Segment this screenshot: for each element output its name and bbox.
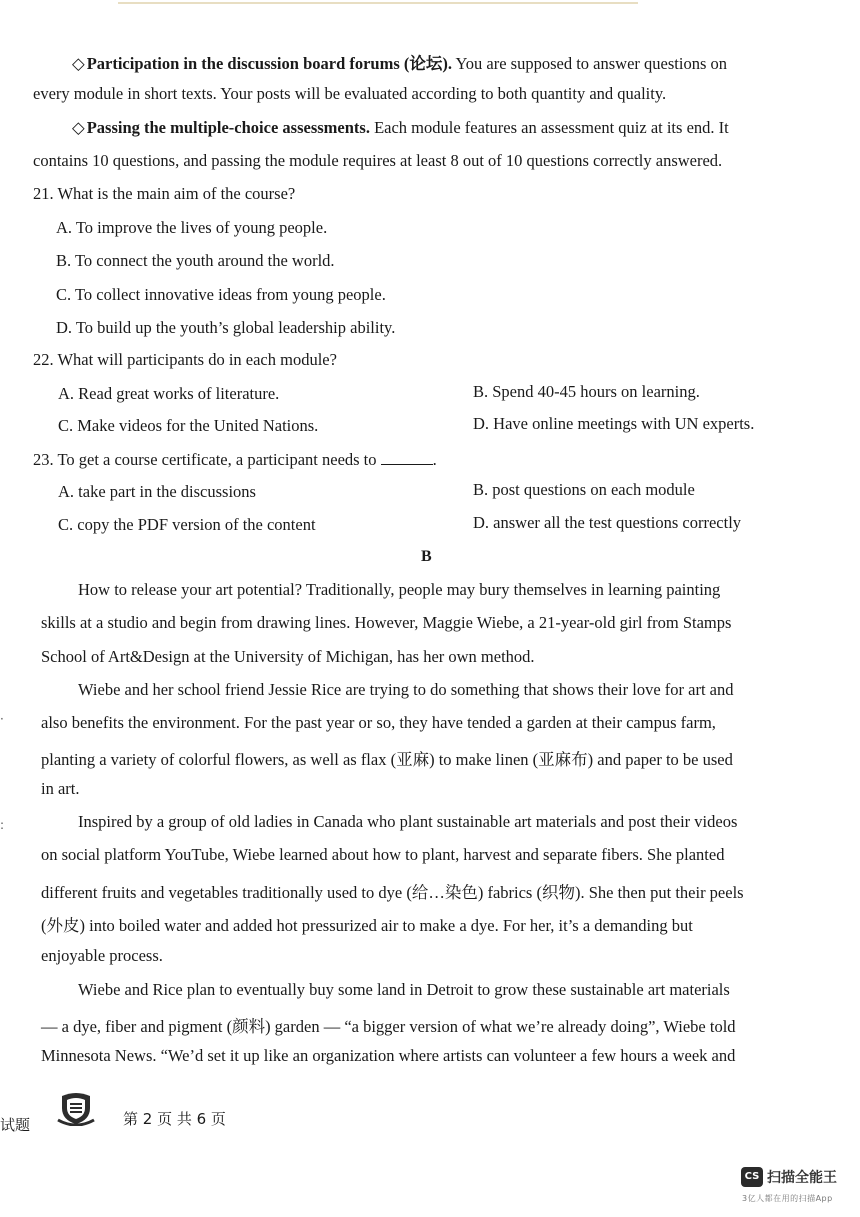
question-22-option-b: B. Spend 40-45 hours on learning. [473,382,700,401]
page-number: 第 2 页 共 6 页 [123,1110,226,1128]
question-22-stem: 22. What will participants do in each module? [33,350,337,369]
passage-line: How to release your art potential? Traditionally, people may bury themselves in learning painting [78,580,721,599]
passage-line: (外皮) into boiled water and added hot pressurized air to make a dye. For her, it’s a demanding but [41,916,693,935]
scanner-tagline: 3亿人都在用的扫描App [742,1194,833,1203]
question-23-option-a: A. take part in the discussions [58,482,256,501]
section-b-label: B [421,548,432,565]
question-22-option-d: D. Have online meetings with UN experts. [473,414,755,433]
question-22-option-c: C. Make videos for the United Nations. [58,416,319,435]
answer-blank [381,450,433,465]
question-21-option-b: B. To connect the youth around the world. [56,251,335,270]
top-rule [118,2,638,4]
passage-line: Wiebe and Rice plan to eventually buy some land in Detroit to grow these sustainable art materials [78,980,730,999]
question-23-stem-text: 23. To get a course certificate, a participant needs to [33,450,377,469]
passage-line: Minnesota News. “We’d set it up like an organization where artists can volunteer a few hours a week and [41,1046,736,1065]
passage-line: skills at a studio and begin from drawing lines. However, Maggie Wiebe, a 21-year-old girl from Stamps [41,613,732,632]
diamond-bullet-icon: ◇ [72,118,85,137]
passage-line: on social platform YouTube, Wiebe learned about how to plant, harvest and separate fibers. She planted [41,845,725,864]
question-21-option-c: C. To collect innovative ideas from young people. [56,285,386,304]
passage-line: enjoyable process. [41,946,163,965]
diamond-bullet-icon: ◇ [72,54,85,73]
intro-p1-line1 [72,50,727,74]
intro-p2-line1 [72,118,729,138]
scanner-app-name: 扫描全能王 [767,1170,837,1186]
intro-p2-heading: Passing the multiple-choice assessments. [86,118,370,137]
margin-mark: · [0,712,4,726]
passage-line: in art. [41,779,80,798]
school-crest-icon [56,1090,96,1126]
footer-left-label: 试题 [0,1116,31,1134]
margin-mark: : [0,818,5,832]
question-23-option-d: D. answer all the test questions correctly [473,513,742,532]
passage-line: Inspired by a group of old ladies in Canada who plant sustainable art materials and post their videos [78,812,738,831]
passage-line: — a dye, fiber and pigment (颜料) garden — “a bigger version of what we’re already doing”, Wiebe told [41,1017,736,1036]
question-23-option-c: C. copy the PDF version of the content [58,515,316,534]
question-21-stem: 21. What is the main aim of the course? [33,184,296,203]
intro-p2-text: Each module features an assessment quiz at its end. It [369,118,729,137]
question-22-option-a: A. Read great works of literature. [58,384,280,403]
question-23-stem-end: . [432,450,437,469]
passage-line: Wiebe and her school friend Jessie Rice are trying to do something that shows their love for art and [78,680,734,699]
passage-line: different fruits and vegetables traditionally used to dye (给…染色) fabrics (织物). She then put their peels [41,883,744,902]
intro-p1-heading: Participation in the discussion board forums (论坛). [86,54,453,73]
intro-p2-line2: contains 10 questions, and passing the module requires at least 8 out of 10 questions correctly answered. [33,151,723,170]
question-21-option-a: A. To improve the lives of young people. [56,218,328,237]
scanner-logo-icon: CS [741,1167,763,1187]
intro-p1-line2: every module in short texts. Your posts will be evaluated according to both quantity and quality. [33,84,667,103]
question-23-stem [33,450,437,470]
passage-line: planting a variety of colorful flowers, as well as flax (亚麻) to make linen (亚麻布) and paper to be used [41,750,733,769]
question-21-option-d: D. To build up the youth’s global leadership ability. [56,318,396,337]
question-23-option-b: B. post questions on each module [473,480,695,499]
passage-line: School of Art&Design at the University of Michigan, has her own method. [41,647,535,666]
passage-line: also benefits the environment. For the past year or so, they have tended a garden at their campus farm, [41,713,716,732]
intro-p1-text: You are supposed to answer questions on [452,54,727,73]
